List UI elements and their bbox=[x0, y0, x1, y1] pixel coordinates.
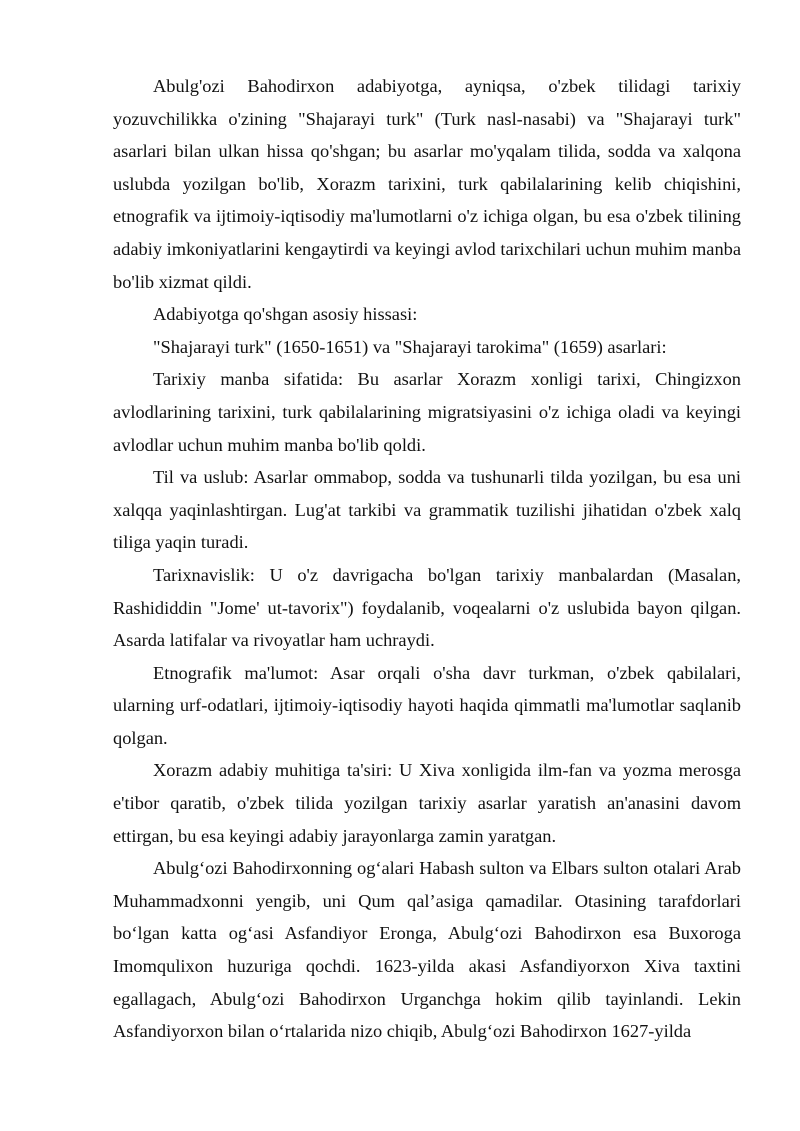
paragraph-intro: Abulg'ozi Bahodirxon adabiyotga, ayniqsa, o'zbek tilidagi tarixiy yozuvchilikka o'zining "Shajarayi turk" (Turk nasl-nasabi) va "Shajarayi turk" asarlari bilan ulkan hissa qo'shgan; bu asarlar mo'yqalam tilida, sodda va xalqona uslubda yozilgan bo'lib, Xorazm tarixini, turk qabilalarining kelib chiqishini, etnografik va ijtimoiy-iqtisodiy ma'lumotlarni o'z ichiga olgan, bu esa o'zbek tilining adabiy imkoniyatlarini kengaytirdi va keyingi avlod tarixchilari uchun muhim manba bo'lib xizmat qildi. bbox=[113, 76, 741, 292]
paragraph-works: "Shajarayi turk" (1650-1651) va "Shajarayi tarokima" (1659) asarlari: bbox=[153, 336, 667, 357]
paragraph-influence: Xorazm adabiy muhitiga ta'siri: U Xiva xonligida ilm-fan va yozma merosga e'tibor qaratib, o'zbek tilida yozilgan tarixiy asarlar yaratish an'anasini davom ettirgan, bu esa keyingi adabiy jarayonlarga zamin yaratgan. bbox=[113, 760, 741, 846]
paragraph-ethnographic: Etnografik ma'lumot: Asar orqali o'sha davr turkman, o'zbek qabilalari, ularning urf-odatlari, ijtimoiy-iqtisodiy hayoti haqida qimmatli ma'lumotlar saqlanib qolgan. bbox=[113, 662, 741, 748]
paragraph-contribution-heading: Adabiyotga qo'shgan asosiy hissasi: bbox=[153, 304, 418, 325]
paragraph-historical-source: Tarixiy manba sifatida: Bu asarlar Xorazm xonligi tarixi, Chingizxon avlodlarining tarixini, turk qabilalarining migratsiyasini o'z ichiga oladi va keyingi avlodlar uchun muhim manba bo'lib qoldi. bbox=[113, 369, 741, 455]
paragraph-biography: Abulg‘ozi Bahodirxonning og‘alari Habash sulton va Elbars sulton otalari Arab Muhammadxonni yengib, uni Qum qal’asiga qamadilar. Otasining tarafdorlari bo‘lgan katta og‘asi Asfandiyor Eronga, Abulg‘ozi Bahodirxon esa Buxoroga Imomqulixon huzuriga qochdi. 1623-yilda akasi Asfandiyorxon Xiva taxtini egallagach, Abulg‘ozi Bahodirxon Urganchga hokim qilib tayinlandi. Lekin Asfandiyorxon bilan o‘rtalarida nizo chiqib, Abulg‘ozi Bahodirxon 1627-yilda bbox=[113, 858, 741, 1042]
document-page bbox=[113, 70, 741, 1048]
paragraph-historiography: Tarixnavislik: U o'z davrigacha bo'lgan tarixiy manbalardan (Masalan, Rashididdin "Jome' ut-tavorix") foydalanib, voqealarni o'z uslubida bayon qilgan. Asarda latifalar va rivoyatlar ham uchraydi. bbox=[113, 564, 741, 651]
paragraph-language-style: Til va uslub: Asarlar ommabop, sodda va tushunarli tilda yozilgan, bu esa uni xalqqa yaqinlashtirgan. Lug'at tarkibi va grammatik tuzilishi jihatidan o'zbek xalq tiliga yaqin turadi. bbox=[113, 467, 741, 553]
